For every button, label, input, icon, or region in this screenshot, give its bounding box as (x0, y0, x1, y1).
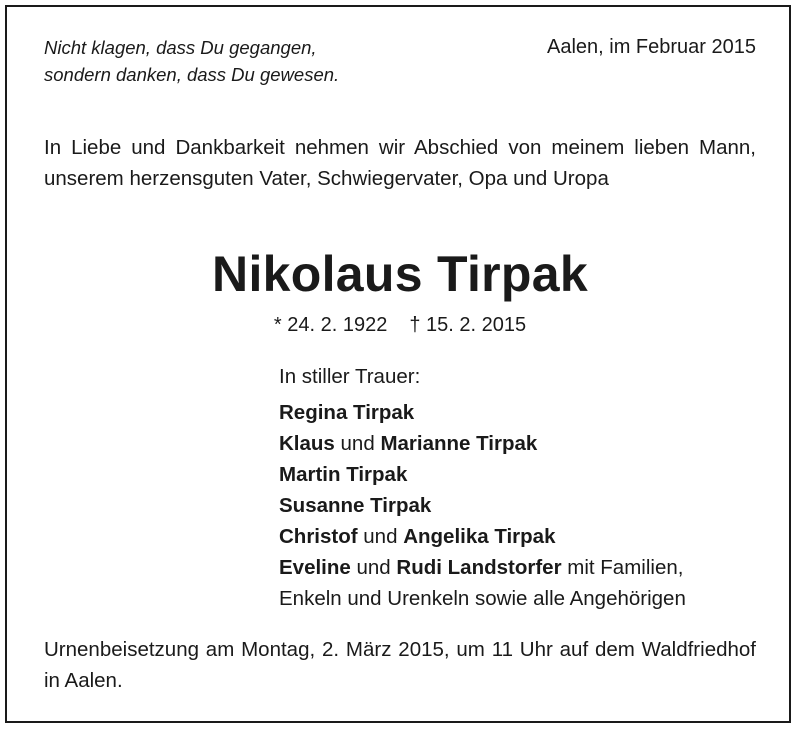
mourner-row (279, 397, 686, 428)
intro-text: In Liebe und Dankbarkeit nehmen wir Abschied von meinem lieben Mann, unserem herzensguten Vater, Schwiegervater, Opa und Uropa (44, 136, 756, 190)
mourner-row (279, 521, 686, 552)
mourner-row (279, 428, 686, 459)
mourner-name: Angelika Tirpak (403, 525, 556, 548)
mourners-closing: Enkeln und Urenkeln sowie alle Angehörigen (279, 587, 686, 610)
mourner-name: Klaus (279, 432, 335, 455)
mourner-joiner: und (357, 525, 404, 548)
birth-date: 24. 2. 1922 (287, 314, 388, 336)
motto-line-1: Nicht klagen, dass Du gegangen, (44, 37, 317, 58)
mourner-name: Christof (279, 525, 358, 548)
mourner-joiner: und (334, 432, 381, 455)
mourner-name: Rudi Landstorfer (396, 556, 562, 579)
mourner-joiner: und (350, 556, 397, 579)
motto (44, 34, 339, 88)
mourner-name: Martin Tirpak (279, 463, 408, 486)
death-symbol: † (409, 314, 421, 336)
mourner-row (279, 490, 686, 521)
mourner-name: Susanne Tirpak (279, 494, 432, 517)
mourner-suffix: mit Familien, (561, 556, 684, 579)
death-date: 15. 2. 2015 (426, 314, 527, 336)
life-dates (0, 311, 800, 339)
mourners-list (279, 397, 686, 614)
mourner-name: Eveline (279, 556, 351, 579)
mourner-row (279, 552, 686, 583)
mourner-row (279, 459, 686, 490)
motto-line-2: sondern danken, dass Du gewesen. (44, 64, 340, 85)
mourning-heading: In stiller Trauer: (279, 365, 421, 388)
mourner-name: Marianne Tirpak (380, 432, 538, 455)
deceased-name: Nikolaus Tirpak (212, 246, 588, 302)
place-date: Aalen, im Februar 2015 (546, 36, 756, 58)
mourner-name: Regina Tirpak (279, 401, 415, 424)
funeral-notice: Urnenbeisetzung am Montag, 2. März 2015, um 11 Uhr auf dem Waldfriedhof in Aalen. (44, 638, 756, 692)
birth-symbol: * (273, 314, 282, 336)
